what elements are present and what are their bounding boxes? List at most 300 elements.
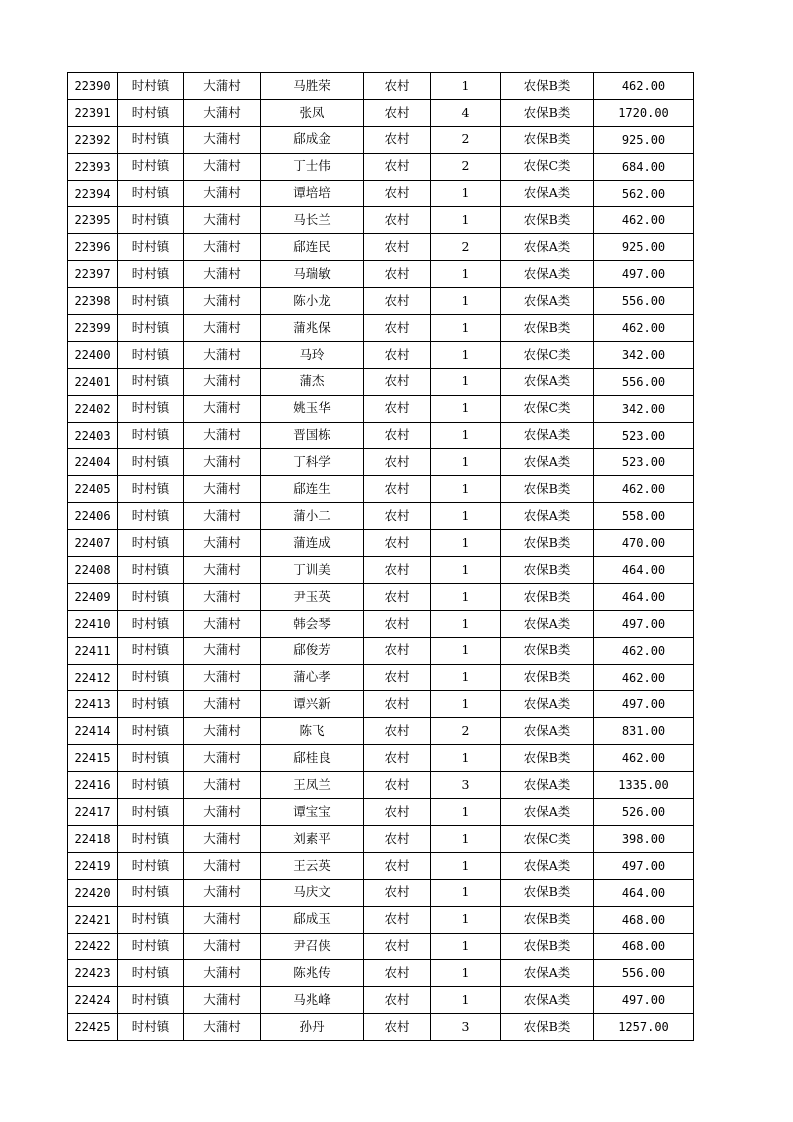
household-count-cell: 1 xyxy=(431,207,501,234)
record-id-cell: 22396 xyxy=(68,234,118,261)
village-cell: 大蒲村 xyxy=(184,825,261,852)
household-count-cell: 1 xyxy=(431,288,501,315)
amount-cell: 462.00 xyxy=(594,664,694,691)
record-id-cell: 22393 xyxy=(68,153,118,180)
village-cell: 大蒲村 xyxy=(184,637,261,664)
village-cell: 大蒲村 xyxy=(184,341,261,368)
amount-cell: 497.00 xyxy=(594,691,694,718)
table-row xyxy=(68,153,694,180)
household-count-cell: 1 xyxy=(431,422,501,449)
table-row xyxy=(68,799,694,826)
table-row xyxy=(68,718,694,745)
record-id-cell: 22390 xyxy=(68,73,118,100)
village-cell: 大蒲村 xyxy=(184,557,261,584)
table-row xyxy=(68,180,694,207)
town-cell: 时村镇 xyxy=(118,933,184,960)
name-cell: 马玲 xyxy=(261,341,364,368)
record-id-cell: 22392 xyxy=(68,126,118,153)
insurance-type-cell: 农保B类 xyxy=(501,530,594,557)
amount-cell: 562.00 xyxy=(594,180,694,207)
table-row xyxy=(68,207,694,234)
amount-cell: 558.00 xyxy=(594,503,694,530)
household-count-cell: 2 xyxy=(431,234,501,261)
town-cell: 时村镇 xyxy=(118,799,184,826)
table-row xyxy=(68,557,694,584)
insurance-type-cell: 农保A类 xyxy=(501,772,594,799)
household-count-cell: 1 xyxy=(431,825,501,852)
record-id-cell: 22395 xyxy=(68,207,118,234)
amount-cell: 523.00 xyxy=(594,422,694,449)
household-count-cell: 1 xyxy=(431,664,501,691)
village-cell: 大蒲村 xyxy=(184,126,261,153)
record-id-cell: 22425 xyxy=(68,1014,118,1041)
record-id-cell: 22400 xyxy=(68,341,118,368)
record-id-cell: 22417 xyxy=(68,799,118,826)
area-type-cell: 农村 xyxy=(364,368,431,395)
insurance-type-cell: 农保C类 xyxy=(501,341,594,368)
household-count-cell: 1 xyxy=(431,583,501,610)
name-cell: 马胜荣 xyxy=(261,73,364,100)
name-cell: 马瑞敏 xyxy=(261,261,364,288)
town-cell: 时村镇 xyxy=(118,718,184,745)
table-row xyxy=(68,288,694,315)
area-type-cell: 农村 xyxy=(364,422,431,449)
town-cell: 时村镇 xyxy=(118,422,184,449)
record-id-cell: 22407 xyxy=(68,530,118,557)
amount-cell: 462.00 xyxy=(594,476,694,503)
name-cell: 张凤 xyxy=(261,99,364,126)
amount-cell: 462.00 xyxy=(594,637,694,664)
amount-cell: 925.00 xyxy=(594,234,694,261)
insurance-type-cell: 农保A类 xyxy=(501,852,594,879)
insurance-type-cell: 农保C类 xyxy=(501,825,594,852)
table-row xyxy=(68,745,694,772)
town-cell: 时村镇 xyxy=(118,368,184,395)
area-type-cell: 农村 xyxy=(364,99,431,126)
household-count-cell: 1 xyxy=(431,73,501,100)
table-row xyxy=(68,1014,694,1041)
table-row xyxy=(68,503,694,530)
insurance-type-cell: 农保A类 xyxy=(501,180,594,207)
village-cell: 大蒲村 xyxy=(184,745,261,772)
name-cell: 蒲杰 xyxy=(261,368,364,395)
household-count-cell: 1 xyxy=(431,261,501,288)
village-cell: 大蒲村 xyxy=(184,503,261,530)
table-row xyxy=(68,126,694,153)
town-cell: 时村镇 xyxy=(118,852,184,879)
household-count-cell: 1 xyxy=(431,557,501,584)
area-type-cell: 农村 xyxy=(364,476,431,503)
area-type-cell: 农村 xyxy=(364,503,431,530)
household-count-cell: 1 xyxy=(431,180,501,207)
area-type-cell: 农村 xyxy=(364,234,431,261)
amount-cell: 398.00 xyxy=(594,825,694,852)
amount-cell: 925.00 xyxy=(594,126,694,153)
household-count-cell: 1 xyxy=(431,315,501,342)
amount-cell: 556.00 xyxy=(594,960,694,987)
area-type-cell: 农村 xyxy=(364,664,431,691)
town-cell: 时村镇 xyxy=(118,315,184,342)
name-cell: 郈连民 xyxy=(261,234,364,261)
town-cell: 时村镇 xyxy=(118,99,184,126)
table-row xyxy=(68,664,694,691)
town-cell: 时村镇 xyxy=(118,530,184,557)
name-cell: 刘素平 xyxy=(261,825,364,852)
area-type-cell: 农村 xyxy=(364,825,431,852)
name-cell: 谭宝宝 xyxy=(261,799,364,826)
table-row xyxy=(68,906,694,933)
area-type-cell: 农村 xyxy=(364,557,431,584)
record-id-cell: 22421 xyxy=(68,906,118,933)
household-count-cell: 1 xyxy=(431,691,501,718)
amount-cell: 1257.00 xyxy=(594,1014,694,1041)
area-type-cell: 农村 xyxy=(364,960,431,987)
town-cell: 时村镇 xyxy=(118,583,184,610)
area-type-cell: 农村 xyxy=(364,879,431,906)
town-cell: 时村镇 xyxy=(118,261,184,288)
town-cell: 时村镇 xyxy=(118,234,184,261)
village-cell: 大蒲村 xyxy=(184,610,261,637)
name-cell: 尹召侠 xyxy=(261,933,364,960)
household-count-cell: 1 xyxy=(431,449,501,476)
insurance-type-cell: 农保B类 xyxy=(501,99,594,126)
village-cell: 大蒲村 xyxy=(184,879,261,906)
village-cell: 大蒲村 xyxy=(184,368,261,395)
town-cell: 时村镇 xyxy=(118,476,184,503)
household-count-cell: 1 xyxy=(431,503,501,530)
insurance-type-cell: 农保A类 xyxy=(501,261,594,288)
amount-cell: 462.00 xyxy=(594,207,694,234)
table-row xyxy=(68,395,694,422)
amount-cell: 523.00 xyxy=(594,449,694,476)
name-cell: 谭兴新 xyxy=(261,691,364,718)
household-count-cell: 1 xyxy=(431,476,501,503)
village-cell: 大蒲村 xyxy=(184,234,261,261)
amount-cell: 1720.00 xyxy=(594,99,694,126)
town-cell: 时村镇 xyxy=(118,745,184,772)
insurance-type-cell: 农保B类 xyxy=(501,126,594,153)
household-count-cell: 1 xyxy=(431,987,501,1014)
area-type-cell: 农村 xyxy=(364,153,431,180)
record-id-cell: 22416 xyxy=(68,772,118,799)
name-cell: 韩会琴 xyxy=(261,610,364,637)
village-cell: 大蒲村 xyxy=(184,772,261,799)
area-type-cell: 农村 xyxy=(364,610,431,637)
name-cell: 谭培培 xyxy=(261,180,364,207)
area-type-cell: 农村 xyxy=(364,718,431,745)
insurance-type-cell: 农保B类 xyxy=(501,664,594,691)
insurance-type-cell: 农保C类 xyxy=(501,395,594,422)
table-row xyxy=(68,530,694,557)
name-cell: 孙丹 xyxy=(261,1014,364,1041)
area-type-cell: 农村 xyxy=(364,933,431,960)
insurance-type-cell: 农保A类 xyxy=(501,799,594,826)
town-cell: 时村镇 xyxy=(118,180,184,207)
amount-cell: 342.00 xyxy=(594,395,694,422)
town-cell: 时村镇 xyxy=(118,906,184,933)
record-id-cell: 22406 xyxy=(68,503,118,530)
record-id-cell: 22420 xyxy=(68,879,118,906)
household-count-cell: 1 xyxy=(431,960,501,987)
name-cell: 马兆峰 xyxy=(261,987,364,1014)
village-cell: 大蒲村 xyxy=(184,315,261,342)
amount-cell: 464.00 xyxy=(594,557,694,584)
area-type-cell: 农村 xyxy=(364,180,431,207)
area-type-cell: 农村 xyxy=(364,583,431,610)
village-cell: 大蒲村 xyxy=(184,73,261,100)
town-cell: 时村镇 xyxy=(118,207,184,234)
household-count-cell: 4 xyxy=(431,99,501,126)
table-row xyxy=(68,610,694,637)
name-cell: 郈桂良 xyxy=(261,745,364,772)
record-id-cell: 22401 xyxy=(68,368,118,395)
table-row xyxy=(68,691,694,718)
town-cell: 时村镇 xyxy=(118,126,184,153)
record-id-cell: 22405 xyxy=(68,476,118,503)
household-count-cell: 1 xyxy=(431,933,501,960)
insurance-type-cell: 农保A类 xyxy=(501,368,594,395)
village-cell: 大蒲村 xyxy=(184,583,261,610)
insurance-type-cell: 农保A类 xyxy=(501,449,594,476)
insurance-type-cell: 农保B类 xyxy=(501,933,594,960)
household-count-cell: 2 xyxy=(431,126,501,153)
area-type-cell: 农村 xyxy=(364,1014,431,1041)
amount-cell: 831.00 xyxy=(594,718,694,745)
household-count-cell: 3 xyxy=(431,1014,501,1041)
town-cell: 时村镇 xyxy=(118,664,184,691)
town-cell: 时村镇 xyxy=(118,288,184,315)
household-count-cell: 1 xyxy=(431,906,501,933)
town-cell: 时村镇 xyxy=(118,395,184,422)
area-type-cell: 农村 xyxy=(364,530,431,557)
village-cell: 大蒲村 xyxy=(184,664,261,691)
household-count-cell: 1 xyxy=(431,879,501,906)
insurance-type-cell: 农保A类 xyxy=(501,234,594,261)
insurance-type-cell: 农保B类 xyxy=(501,637,594,664)
area-type-cell: 农村 xyxy=(364,261,431,288)
village-cell: 大蒲村 xyxy=(184,1014,261,1041)
household-count-cell: 2 xyxy=(431,153,501,180)
village-cell: 大蒲村 xyxy=(184,530,261,557)
insurance-type-cell: 农保B类 xyxy=(501,1014,594,1041)
town-cell: 时村镇 xyxy=(118,825,184,852)
table-row xyxy=(68,449,694,476)
table-row xyxy=(68,315,694,342)
table-row xyxy=(68,852,694,879)
record-id-cell: 22411 xyxy=(68,637,118,664)
village-cell: 大蒲村 xyxy=(184,906,261,933)
town-cell: 时村镇 xyxy=(118,879,184,906)
record-id-cell: 22394 xyxy=(68,180,118,207)
record-id-cell: 22424 xyxy=(68,987,118,1014)
record-id-cell: 22408 xyxy=(68,557,118,584)
town-cell: 时村镇 xyxy=(118,73,184,100)
amount-cell: 462.00 xyxy=(594,315,694,342)
amount-cell: 497.00 xyxy=(594,261,694,288)
insurance-type-cell: 农保B类 xyxy=(501,906,594,933)
record-id-cell: 22398 xyxy=(68,288,118,315)
town-cell: 时村镇 xyxy=(118,772,184,799)
table-row xyxy=(68,234,694,261)
area-type-cell: 农村 xyxy=(364,207,431,234)
record-id-cell: 22415 xyxy=(68,745,118,772)
amount-cell: 462.00 xyxy=(594,745,694,772)
village-cell: 大蒲村 xyxy=(184,960,261,987)
table-row xyxy=(68,422,694,449)
household-count-cell: 3 xyxy=(431,772,501,799)
insurance-type-cell: 农保B类 xyxy=(501,745,594,772)
table-row xyxy=(68,772,694,799)
household-count-cell: 1 xyxy=(431,745,501,772)
town-cell: 时村镇 xyxy=(118,503,184,530)
amount-cell: 556.00 xyxy=(594,368,694,395)
amount-cell: 497.00 xyxy=(594,610,694,637)
name-cell: 蒲兆保 xyxy=(261,315,364,342)
table-row xyxy=(68,637,694,664)
name-cell: 马长兰 xyxy=(261,207,364,234)
amount-cell: 342.00 xyxy=(594,341,694,368)
table-row xyxy=(68,341,694,368)
name-cell: 蒲心孝 xyxy=(261,664,364,691)
insurance-type-cell: 农保A类 xyxy=(501,610,594,637)
area-type-cell: 农村 xyxy=(364,987,431,1014)
household-count-cell: 1 xyxy=(431,368,501,395)
village-cell: 大蒲村 xyxy=(184,691,261,718)
area-type-cell: 农村 xyxy=(364,341,431,368)
amount-cell: 464.00 xyxy=(594,583,694,610)
record-id-cell: 22414 xyxy=(68,718,118,745)
name-cell: 郈成玉 xyxy=(261,906,364,933)
village-cell: 大蒲村 xyxy=(184,153,261,180)
area-type-cell: 农村 xyxy=(364,395,431,422)
table-row xyxy=(68,933,694,960)
village-cell: 大蒲村 xyxy=(184,180,261,207)
area-type-cell: 农村 xyxy=(364,691,431,718)
area-type-cell: 农村 xyxy=(364,906,431,933)
table-row xyxy=(68,825,694,852)
amount-cell: 497.00 xyxy=(594,987,694,1014)
amount-cell: 462.00 xyxy=(594,73,694,100)
town-cell: 时村镇 xyxy=(118,691,184,718)
amount-cell: 684.00 xyxy=(594,153,694,180)
amount-cell: 468.00 xyxy=(594,906,694,933)
record-id-cell: 22403 xyxy=(68,422,118,449)
table-row xyxy=(68,879,694,906)
table-row xyxy=(68,73,694,100)
name-cell: 陈小龙 xyxy=(261,288,364,315)
town-cell: 时村镇 xyxy=(118,960,184,987)
amount-cell: 468.00 xyxy=(594,933,694,960)
table-row xyxy=(68,368,694,395)
name-cell: 蒲小二 xyxy=(261,503,364,530)
insurance-type-cell: 农保B类 xyxy=(501,583,594,610)
town-cell: 时村镇 xyxy=(118,153,184,180)
amount-cell: 470.00 xyxy=(594,530,694,557)
amount-cell: 464.00 xyxy=(594,879,694,906)
table-body xyxy=(68,73,694,1041)
household-count-cell: 1 xyxy=(431,610,501,637)
record-id-cell: 22404 xyxy=(68,449,118,476)
record-id-cell: 22402 xyxy=(68,395,118,422)
insurance-type-cell: 农保B类 xyxy=(501,315,594,342)
name-cell: 尹玉英 xyxy=(261,583,364,610)
village-cell: 大蒲村 xyxy=(184,207,261,234)
area-type-cell: 农村 xyxy=(364,637,431,664)
insurance-type-cell: 农保A类 xyxy=(501,288,594,315)
household-count-cell: 1 xyxy=(431,530,501,557)
village-cell: 大蒲村 xyxy=(184,422,261,449)
town-cell: 时村镇 xyxy=(118,341,184,368)
area-type-cell: 农村 xyxy=(364,745,431,772)
town-cell: 时村镇 xyxy=(118,610,184,637)
record-id-cell: 22418 xyxy=(68,825,118,852)
area-type-cell: 农村 xyxy=(364,73,431,100)
village-cell: 大蒲村 xyxy=(184,99,261,126)
area-type-cell: 农村 xyxy=(364,288,431,315)
insurance-type-cell: 农保B类 xyxy=(501,207,594,234)
name-cell: 陈兆传 xyxy=(261,960,364,987)
town-cell: 时村镇 xyxy=(118,449,184,476)
record-id-cell: 22422 xyxy=(68,933,118,960)
village-cell: 大蒲村 xyxy=(184,987,261,1014)
village-cell: 大蒲村 xyxy=(184,799,261,826)
table-row xyxy=(68,99,694,126)
household-count-cell: 1 xyxy=(431,395,501,422)
village-cell: 大蒲村 xyxy=(184,852,261,879)
insurance-type-cell: 农保A类 xyxy=(501,960,594,987)
area-type-cell: 农村 xyxy=(364,852,431,879)
name-cell: 晋国栋 xyxy=(261,422,364,449)
amount-cell: 526.00 xyxy=(594,799,694,826)
insurance-type-cell: 农保B类 xyxy=(501,879,594,906)
table-row xyxy=(68,476,694,503)
name-cell: 郈连生 xyxy=(261,476,364,503)
insurance-type-cell: 农保A类 xyxy=(501,503,594,530)
record-id-cell: 22419 xyxy=(68,852,118,879)
town-cell: 时村镇 xyxy=(118,637,184,664)
household-count-cell: 2 xyxy=(431,718,501,745)
record-id-cell: 22397 xyxy=(68,261,118,288)
name-cell: 马庆文 xyxy=(261,879,364,906)
name-cell: 丁科学 xyxy=(261,449,364,476)
area-type-cell: 农村 xyxy=(364,315,431,342)
table-row xyxy=(68,583,694,610)
town-cell: 时村镇 xyxy=(118,557,184,584)
records-table xyxy=(67,72,694,1041)
name-cell: 郈俊芳 xyxy=(261,637,364,664)
insurance-type-cell: 农保B类 xyxy=(501,557,594,584)
name-cell: 王云英 xyxy=(261,852,364,879)
insurance-type-cell: 农保A类 xyxy=(501,987,594,1014)
record-id-cell: 22409 xyxy=(68,583,118,610)
insurance-type-cell: 农保B类 xyxy=(501,73,594,100)
name-cell: 王凤兰 xyxy=(261,772,364,799)
insurance-type-cell: 农保B类 xyxy=(501,476,594,503)
area-type-cell: 农村 xyxy=(364,772,431,799)
table-row xyxy=(68,261,694,288)
record-id-cell: 22412 xyxy=(68,664,118,691)
insurance-type-cell: 农保C类 xyxy=(501,153,594,180)
area-type-cell: 农村 xyxy=(364,126,431,153)
amount-cell: 497.00 xyxy=(594,852,694,879)
household-count-cell: 1 xyxy=(431,799,501,826)
name-cell: 陈飞 xyxy=(261,718,364,745)
record-id-cell: 22413 xyxy=(68,691,118,718)
village-cell: 大蒲村 xyxy=(184,449,261,476)
record-id-cell: 22391 xyxy=(68,99,118,126)
insurance-type-cell: 农保A类 xyxy=(501,718,594,745)
name-cell: 郈成金 xyxy=(261,126,364,153)
